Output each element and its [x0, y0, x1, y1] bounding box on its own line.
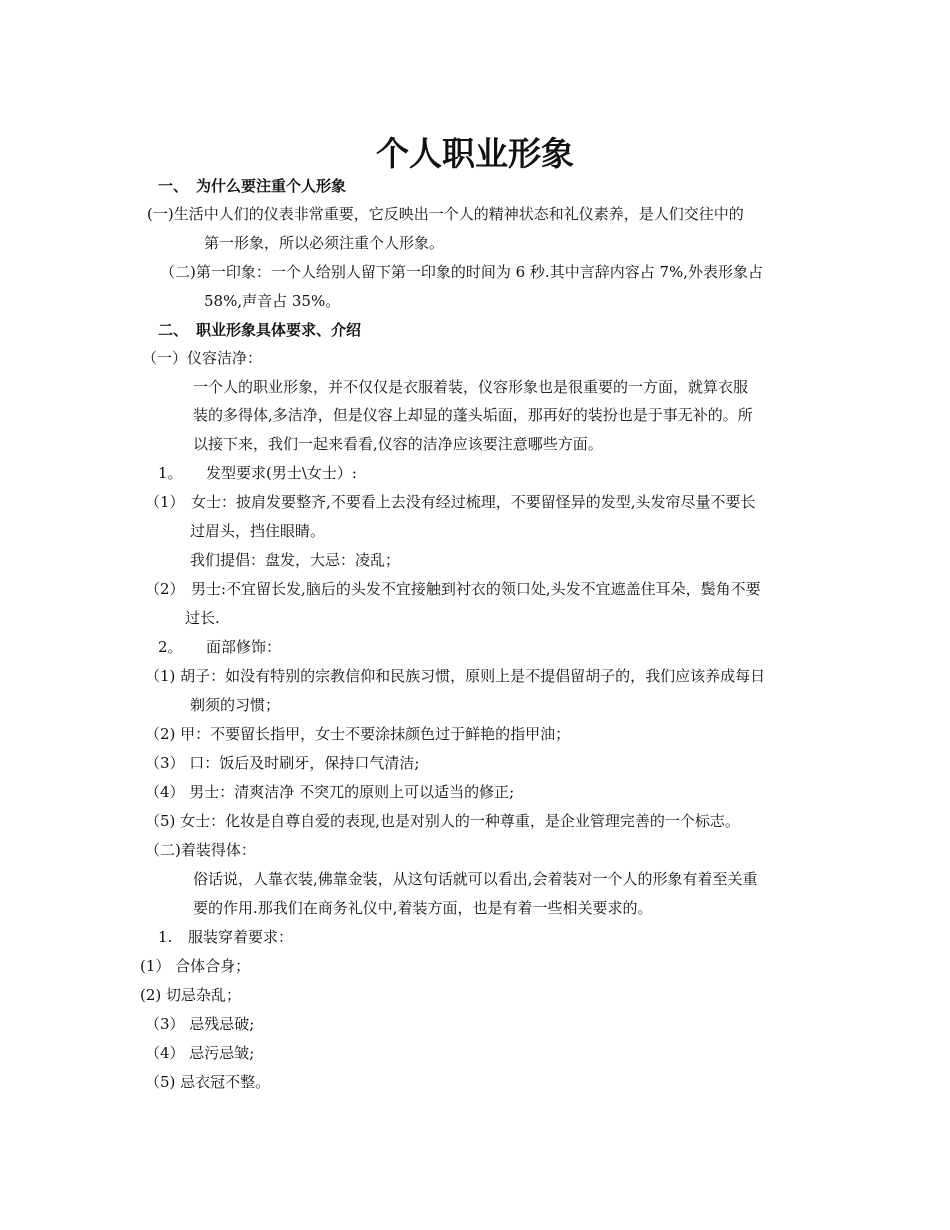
paragraph-line: 一个人的职业形象，并不仅仅是衣服着装，仪容形象也是很重要的一方面，就算衣服 [193, 378, 749, 396]
list-number: 1。 [158, 464, 183, 482]
section2-heading [158, 320, 361, 340]
list-item [145, 579, 761, 599]
list-item: （5) 女士：化妆是自尊自爱的表现,也是对别人的一种尊重，是企业管理完善的一个标志。 [145, 812, 740, 830]
list-item-continuation: 剃须的习惯； [190, 696, 281, 714]
list-heading-hair [158, 463, 357, 483]
list-item: （3） 口：饭后及时刷牙，保持口气清洁; [145, 754, 420, 772]
paragraph-line: 58%,声音占 35%。 [204, 292, 341, 310]
section2-title: 职业形象具体要求、介绍 [196, 321, 362, 339]
list-item: （1) 胡子：如没有特别的宗教信仰和民族习惯，原则上是不提倡留胡子的，我们应该养成每日 [145, 667, 766, 685]
list-label: 面部修饰： [206, 638, 282, 656]
paragraph-line: 以接下来，我们一起来看看,仪容的洁净应该要注意哪些方面。 [193, 435, 603, 453]
list-heading-face [158, 637, 281, 657]
list-item-continuation: 过长. [185, 609, 220, 627]
section1-title: 为什么要注重个人形象 [196, 177, 347, 195]
list-item: (2) 切忌杂乱； [140, 986, 242, 1004]
list-item: （3） 忌残忌破; [145, 1015, 255, 1033]
list-item-text: 女士：披肩发要整齐,不要看上去没有经过梳理，不要留怪异的发型,头发帘尽量不要长 [191, 493, 756, 511]
list-item: （4） 忌污忌皱; [145, 1044, 255, 1062]
list-label: 服装穿着要求： [188, 928, 294, 946]
section2-number: 二、 [158, 321, 189, 339]
subsection-heading: （二)着装得体： [145, 841, 256, 859]
section1-number: 一、 [158, 177, 189, 195]
paragraph-line: (一)生活中人们的仪表非常重要，它反映出一个人的精神状态和礼仪素养，是人们交往中的 [147, 205, 744, 223]
list-item [145, 492, 756, 512]
list-number: 1. [158, 928, 173, 946]
list-label: 发型要求(男士\女士）: [206, 464, 357, 482]
list-number: 2。 [158, 638, 183, 656]
paragraph-line: 俗话说，人靠衣装,佛靠金装，从这句话就可以看出,会着装对一个人的形象有着至关重 [193, 870, 758, 888]
list-item: (1） 合体合身； [140, 957, 251, 975]
paragraph-line: 第一形象，所以必须注重个人形象。 [204, 234, 445, 252]
list-item-number: （1） [145, 493, 185, 511]
list-item-text: 男士:不宜留长发,脑后的头发不宜接触到衬衣的领口处,头发不宜遮盖住耳朵，鬓角不要 [191, 580, 761, 598]
list-item-continuation: 我们提倡：盘发，大忌：凌乱； [190, 551, 401, 569]
list-heading-dress [158, 927, 293, 947]
page-title: 个人职业形象 [376, 134, 574, 173]
section1-heading [158, 176, 346, 196]
list-item: （4） 男士：清爽洁净 不突兀的原则上可以适当的修正; [145, 783, 515, 801]
list-item: （2) 甲：不要留长指甲，女士不要涂抹颜色过于鲜艳的指甲油； [145, 725, 571, 743]
subsection-heading: （一）仪容洁净： [142, 349, 263, 367]
list-item-continuation: 过眉头，挡住眼睛。 [190, 522, 326, 540]
paragraph-line: （二)第一印象：一个人给别人留下第一印象的时间为 6 秒.其中言辞内容占 7%,外表形象占 [160, 263, 764, 281]
paragraph-line: 要的作用.那我们在商务礼仪中,着装方面，也是有着一些相关要求的。 [193, 899, 653, 917]
list-item: （5) 忌衣冠不整。 [145, 1073, 271, 1091]
list-item-number: （2） [145, 580, 185, 598]
paragraph-line: 装的多得体,多洁净，但是仪容上却显的蓬头垢面，那再好的装扮也是于事无补的。所 [193, 406, 753, 424]
